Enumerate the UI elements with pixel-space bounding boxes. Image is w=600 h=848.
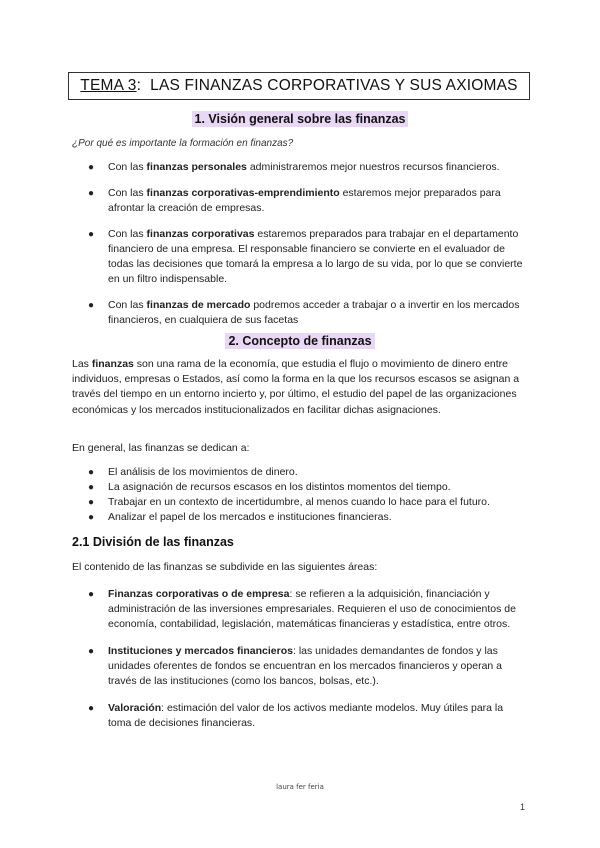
bullet-icon: ● [88, 497, 95, 508]
section-2-paragraph: Las finanzas son una rama de la economía, que estudia el flujo o movimiento de dinero entre individuos, empresas o Estados, así como la forma en la que los recursos escasos se asignan a través del tiempo en un entorno incierto y, por último, el estudio del papel de las organizaciones económicas y los mercados institucionalizados en facilitar dichas asignaciones. [72, 358, 520, 416]
list-item: ● El análisis de los movimientos de dinero. [88, 466, 298, 478]
list-item: ● Instituciones y mercados financieros: las unidades demandantes de fondos y las unidades oferentes de fondos se encuentran en los mercados financieros y operan a través de las instituciones (como los bancos, bolsas, etc.). [88, 645, 503, 687]
page-number: 1 [520, 802, 526, 812]
bullet-icon: ● [88, 300, 95, 311]
list-item: ● Valoración: estimación del valor de los activos mediante modelos. Muy útiles para la toma de decisiones financieras. [88, 702, 504, 729]
bullet-icon: ● [88, 646, 95, 657]
section-2-heading [0, 332, 600, 350]
section-1-list [72, 160, 528, 328]
section-2-heading-text: 2. Concepto de finanzas [225, 333, 374, 349]
document-title [68, 72, 530, 100]
bullet-icon: ● [88, 703, 95, 714]
section-2-list [72, 465, 548, 525]
footer-author: laura fer feria [276, 783, 324, 791]
bullet-icon: ● [88, 467, 95, 478]
bullet-icon: ● [88, 162, 95, 173]
title-tema: TEMA 3 [80, 77, 137, 94]
section-2-1-heading: 2.1 División de las finanzas [72, 535, 234, 549]
title-text: : LAS FINANZAS CORPORATIVAS Y SUS AXIOMAS [136, 77, 518, 94]
section-1-heading [0, 110, 600, 128]
bullet-icon: ● [88, 188, 95, 199]
list-item: ● Con las finanzas corporativas-emprendimiento estaremos mejor preparados para afrontar la creación de empresas. [88, 187, 501, 214]
section-2-1-intro: El contenido de las finanzas se subdivide en las siguientes áreas: [72, 561, 378, 573]
bullet-icon: ● [88, 589, 95, 600]
list-item: ● Con las finanzas corporativas estaremos preparados para trabajar en el departamento financiero de una empresa. El responsable financiero se convierte en el evaluador de todas las decisiones que tomará la empresa a lo largo de su vida, por lo que se convierte en un filtro indispensable. [88, 228, 523, 285]
list-item: ● Finanzas corporativas o de empresa: se refieren a la adquisición, financiación y administración de las inversiones empresariales. Requieren el uso de conocimientos de economía, contabilidad, legislación, matemáticas financieras y estadística, entre otros. [88, 588, 516, 630]
bullet-icon: ● [88, 482, 95, 493]
list-item: ● Con las finanzas de mercado podremos acceder a trabajar o a invertir en los mercados financieros, en cualquiera de sus facetas [88, 299, 520, 326]
list-item: ● Con las finanzas personales administraremos mejor nuestros recursos financieros. [88, 161, 500, 173]
list-item: ● Trabajar en un contexto de incertidumbre, al menos cuando lo hace para el futuro. [88, 496, 490, 508]
bullet-icon: ● [88, 512, 95, 523]
bullet-icon: ● [88, 229, 95, 240]
section-2-intro: En general, las finanzas se dedican a: [72, 442, 250, 454]
list-item: ● La asignación de recursos escasos en los distintos momentos del tiempo. [88, 481, 451, 493]
section-1-heading-text: 1. Visión general sobre las finanzas [192, 111, 409, 127]
list-item: ● Analizar el papel de los mercados e instituciones financieras. [88, 511, 392, 523]
section-1-question: ¿Por qué es importante la formación en finanzas? [72, 138, 294, 149]
section-2-1-list [72, 587, 528, 731]
